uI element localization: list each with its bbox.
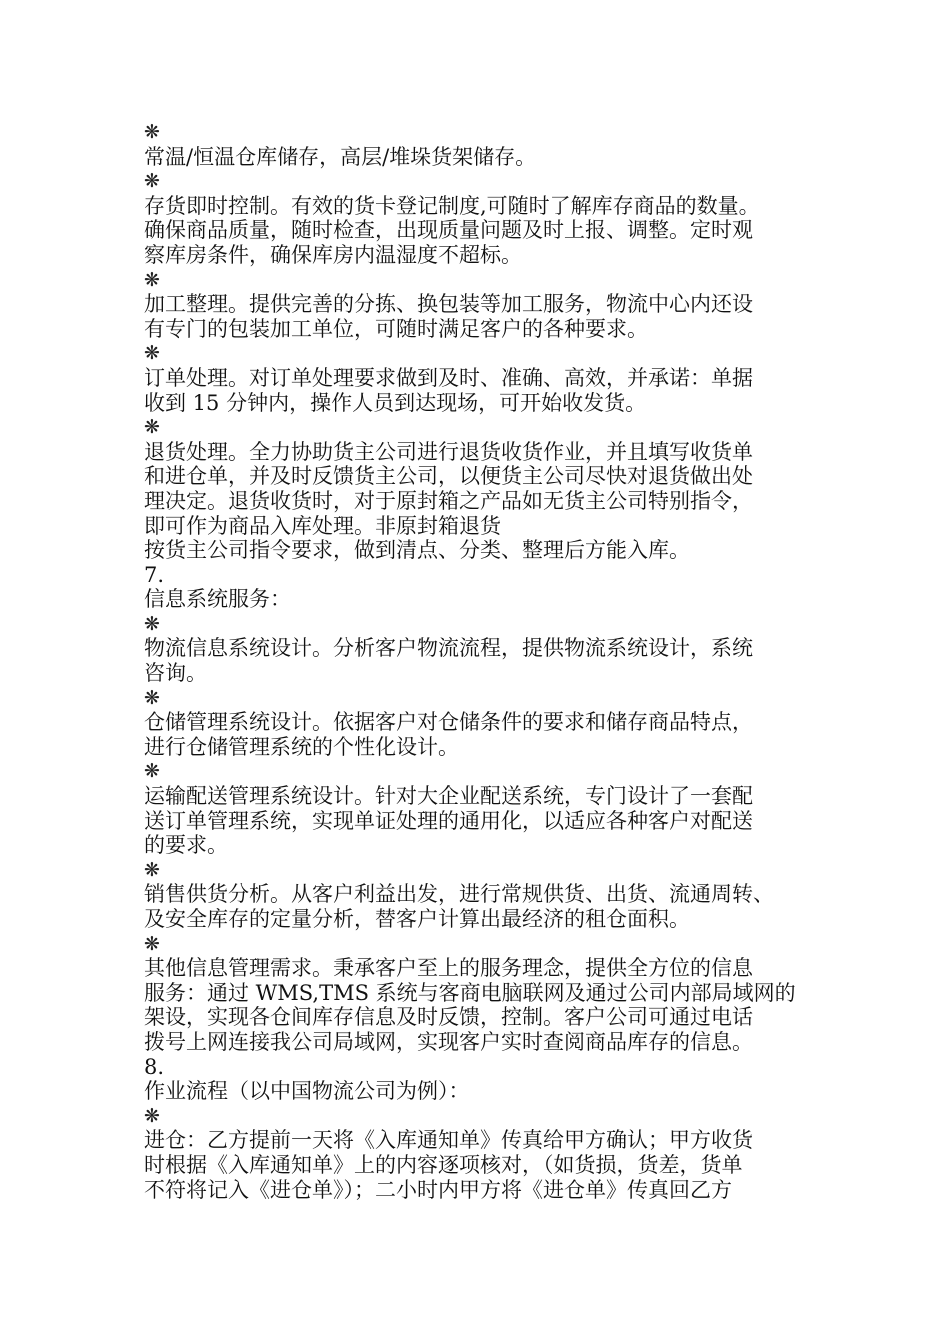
bullet-icon: ❋ [144,170,160,193]
bullet-icon: ❋ [144,268,160,291]
text-line: 架设，实现各仓间库存信息及时反馈，控制。客户公司可通过电话 [144,1005,753,1030]
text-line: 8. [144,1054,165,1079]
text-line: 送订单管理系统，实现单证处理的通用化，以适应各种客户对配送 [144,808,753,833]
text-line: 进行仓储管理系统的个性化设计。 [144,734,459,759]
text-line: 有专门的包装加工单位，可随时满足客户的各种要求。 [144,316,648,341]
document-body [144,120,810,1202]
text-line: 和进仓单，并及时反馈货主公司，以便货主公司尽快对退货做出处 [144,464,753,489]
text-line: 物流信息系统设计。分析客户物流流程，提供物流系统设计，系统 [144,636,753,661]
bullet-icon: ❋ [144,121,160,143]
text-line: 即可作为商品入库处理。非原封箱退货 [144,513,501,538]
text-line: 的要求。 [144,833,228,858]
text-line: 7. [144,562,165,587]
bullet-icon: ❋ [144,760,160,783]
text-line: 察库房条件，确保库房内温湿度不超标。 [144,242,522,267]
text-line: 及安全库存的定量分析，替客户计算出最经济的租仓面积。 [144,907,690,931]
document-page [144,120,810,1202]
bullet-icon: ❋ [144,416,160,439]
text-line: 不符将记入《进仓单》）；二小时内甲方将《进仓单》传真回乙方 [144,1177,732,1202]
text-line: 信息系统服务： [144,587,291,612]
text-line: 仓储管理系统设计。依据客户对仓储条件的要求和储存商品特点， [144,710,753,735]
text-line: 确保商品质量，随时检查，出现质量问题及时上报、调整。定时观 [144,218,753,243]
text-line: 退货处理。全力协助货主公司进行退货收货作业，并且填写收货单 [144,439,753,464]
text-line: 收到 15 分钟内，操作人员到达现场，可开始收发货。 [144,390,647,415]
bullet-icon: ❋ [144,686,160,709]
text-line: 加工整理。提供完善的分拣、换包装等加工服务，物流中心内还设 [144,292,753,317]
text-line: 常温/恒温仓库储存，高层/堆垛货架储存。 [144,144,537,169]
text-line: 运输配送管理系统设计。针对大企业配送系统，专门设计了一套配 [144,784,753,809]
bullet-icon: ❋ [144,612,160,635]
text-line: 按货主公司指令要求，做到清点、分类、整理后方能入库。 [144,538,690,563]
bullet-icon: ❋ [144,1104,160,1127]
text-line: 作业流程（以中国物流公司为例）： [144,1079,470,1104]
text-line: 存货即时控制。有效的货卡登记制度,可随时了解库存商品的数量。 [144,193,760,218]
text-line: 订单处理。对订单处理要求做到及时、准确、高效，并承诺：单据 [144,365,753,390]
bullet-icon: ❋ [144,342,160,365]
text-line: 进仓：乙方提前一天将《入库通知单》传真给甲方确认；甲方收货 [144,1128,753,1153]
text-line: 时根据《入库通知单》上的内容逐项核对，（如货损，货差，货单 [144,1152,743,1177]
text-line: 服务：通过 WMS,TMS 系统与客商电脑联网及通过公司内部局域网的 [144,980,796,1005]
bullet-icon: ❋ [144,858,160,881]
text-line: 咨询。 [144,661,207,686]
bullet-icon: ❋ [144,932,160,955]
text-line: 拨号上网连接我公司局域网，实现客户实时查阅商品库存的信息。 [144,1029,753,1054]
text-line: 销售供货分析。从客户利益出发，进行常规供货、出货、流通周转、 [144,882,774,907]
text-line: 理决定。退货收货时，对于原封箱之产品如无货主公司特别指令， [144,488,753,513]
text-line: 其他信息管理需求。秉承客户至上的服务理念，提供全方位的信息 [144,956,753,981]
